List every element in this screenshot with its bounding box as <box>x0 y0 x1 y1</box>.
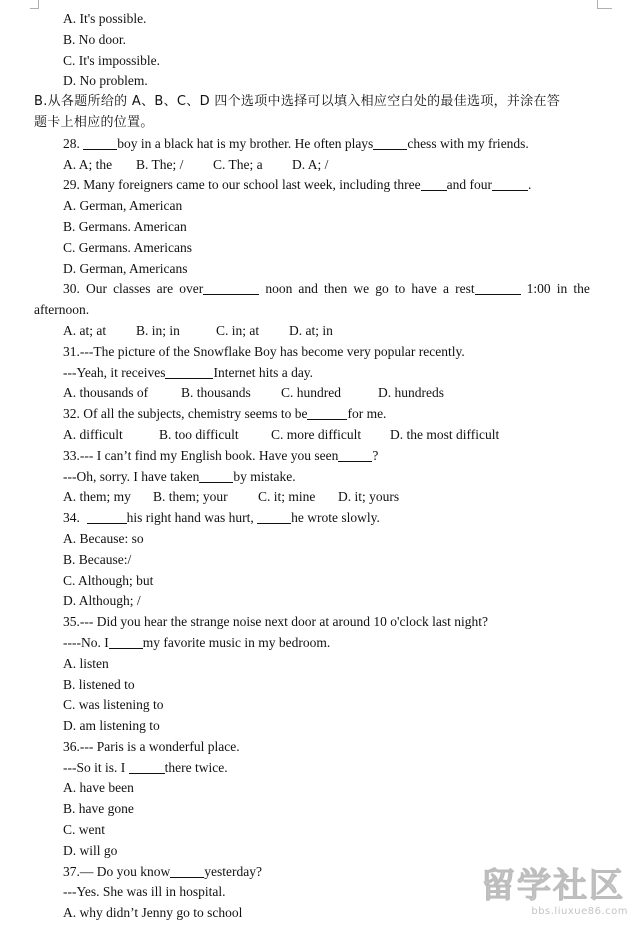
option: A. A; the <box>63 156 113 172</box>
question-30-continued: afternoon. <box>34 302 90 318</box>
option-line: A. why didn’t Jenny go to school <box>63 905 243 921</box>
question-text: 33.--- I can’t find my English book. Have you seen <box>63 447 339 463</box>
option: B. thousands <box>181 385 251 401</box>
question-31-reply <box>0 363 638 384</box>
question-text: by mistake. <box>233 468 296 484</box>
question-35-reply <box>0 633 638 654</box>
question-word: have <box>411 281 437 297</box>
option-line: D. will go <box>63 842 118 858</box>
option: A. at; at <box>63 322 107 338</box>
option-line: C. went <box>63 822 105 838</box>
option-line: D. Although; / <box>63 593 141 609</box>
option-line: B. Because:/ <box>63 551 132 567</box>
option-line: C. It's impossible. <box>63 52 160 68</box>
option-line: B. listened to <box>63 676 135 692</box>
question-text: ---Yeah, it receives <box>63 364 166 380</box>
option-line: A. listen <box>63 655 109 671</box>
answer-blank <box>492 177 528 191</box>
option: D. hundreds <box>378 385 444 401</box>
question-word: the <box>573 281 590 297</box>
page-corner-mark <box>30 0 39 9</box>
option-line: C. Although; but <box>63 572 154 588</box>
answer-blank <box>83 136 117 150</box>
question-word: a <box>442 281 449 297</box>
question-31: 31.---The picture of the Snowflake Boy has become very popular recently. <box>63 343 465 359</box>
option: C. hundred <box>281 385 341 401</box>
option: C. more difficult <box>271 426 362 442</box>
answer-blank <box>338 448 372 462</box>
option-line: C. Germans. Americans <box>63 239 192 255</box>
watermark-logo <box>478 866 628 922</box>
question-34 <box>0 508 638 529</box>
question-30 <box>0 279 638 300</box>
question-word: then <box>324 281 348 297</box>
question-word: classes <box>113 281 151 297</box>
question-word: 1:00 <box>526 281 551 297</box>
answer-blank <box>165 365 213 379</box>
option: C. in; at <box>216 322 260 338</box>
answer-blank <box>373 136 407 150</box>
exam-content <box>0 9 638 924</box>
question-31-options <box>0 383 638 404</box>
question-text: 32. Of all the subjects, chemistry seems to be <box>63 406 308 422</box>
question-word: we <box>353 281 370 297</box>
question-text: 28. <box>63 135 84 151</box>
question-32-options <box>0 425 638 446</box>
option: A. difficult <box>63 426 123 442</box>
question-word-with-blank <box>179 279 259 300</box>
option: A. thousands of <box>63 385 149 401</box>
section-b-instruction: B.从各题所给的 A、B、C、D 四个选项中选择可以填入相应空白处的最佳选项，并涂在答 <box>34 94 561 110</box>
option: B. The; / <box>136 156 184 172</box>
option-line: D. am listening to <box>63 718 160 734</box>
question-32 <box>0 404 638 425</box>
question-word: over <box>179 281 204 297</box>
question-33-reply <box>0 467 638 488</box>
option-line: D. No problem. <box>63 73 148 89</box>
question-text: my favorite music in my bedroom. <box>142 634 331 650</box>
option-line: B. No door. <box>63 31 127 47</box>
question-text: ----No. I <box>63 634 109 650</box>
option-line: A. It's possible. <box>63 11 147 26</box>
question-text: chess with my friends. <box>407 135 529 151</box>
question-text: 34. <box>63 510 80 526</box>
section-b-instruction: 题卡上相应的位置。 <box>34 114 154 130</box>
question-text: . <box>528 177 532 193</box>
answer-blank <box>307 406 347 420</box>
question-text: he wrote slowly. <box>291 510 380 526</box>
question-word: are <box>156 281 174 297</box>
question-33 <box>0 446 638 467</box>
question-30-options <box>0 321 638 342</box>
question-text: Internet hits a day. <box>213 364 314 380</box>
option: A. them; my <box>63 489 131 505</box>
option: D. the most difficult <box>390 426 500 442</box>
question-text: 29. Many foreigners came to our school last week, including three <box>63 177 421 193</box>
option: B. in; in <box>136 322 180 338</box>
option: C. The; a <box>213 156 263 172</box>
question-35: 35.--- Did you hear the strange noise next door at around 10 o'clock last night? <box>63 614 488 630</box>
answer-blank <box>170 864 204 878</box>
option-line: B. have gone <box>63 801 134 817</box>
option: B. too difficult <box>159 426 239 442</box>
watermark-url: bbs.liuxue86.com <box>531 906 628 917</box>
option-line: D. German, Americans <box>63 260 188 276</box>
answer-blank <box>129 760 165 774</box>
answer-blank <box>475 281 521 295</box>
question-word: and <box>298 281 318 297</box>
question-word: in <box>556 281 568 297</box>
question-word: to <box>394 281 406 297</box>
answer-blank <box>199 469 233 483</box>
answer-blank <box>203 281 259 295</box>
question-word: noon <box>265 281 293 297</box>
question-text: ---So it is. I <box>63 759 126 775</box>
question-word: Our <box>85 281 107 297</box>
question-28-options <box>0 155 638 176</box>
question-28 <box>0 134 638 155</box>
question-text: yesterday? <box>204 863 262 879</box>
question-37-reply: ---Yes. She was ill in hospital. <box>63 884 226 900</box>
option: D. at; in <box>289 322 333 338</box>
question-text: his right hand was hurt, <box>126 510 254 526</box>
question-text: ? <box>372 447 379 463</box>
question-word: rest <box>455 281 475 297</box>
option: B. them; your <box>153 489 228 505</box>
option: C. it; mine <box>258 489 316 505</box>
watermark-text: 留学社区 <box>481 866 625 906</box>
question-word-with-blank <box>455 279 521 300</box>
answer-blank <box>109 635 143 649</box>
option-line: C. was listening to <box>63 697 164 713</box>
question-text: boy in a black hat is my brother. He often plays <box>117 135 374 151</box>
question-word: go <box>375 281 389 297</box>
page-corner-mark <box>597 0 612 9</box>
option-line: A. have been <box>63 780 134 796</box>
question-text: ---Oh, sorry. I have taken <box>63 468 200 484</box>
option-line: A. Because: so <box>63 530 144 546</box>
option-line: A. German, American <box>63 198 183 214</box>
option: D. A; / <box>292 156 329 172</box>
option-line: B. Germans. American <box>63 218 187 234</box>
answer-blank <box>257 510 291 524</box>
question-text: there twice. <box>164 759 228 775</box>
question-36: 36.--- Paris is a wonderful place. <box>63 738 240 754</box>
question-36-reply <box>0 758 638 779</box>
answer-blank <box>421 177 447 191</box>
question-text: and four <box>446 177 493 193</box>
answer-blank <box>87 510 127 524</box>
question-text: 37.— Do you know <box>63 863 171 879</box>
question-word: 30. <box>63 281 80 297</box>
option: D. it; yours <box>338 489 400 505</box>
question-33-options <box>0 487 638 508</box>
question-29 <box>0 175 638 196</box>
question-text: for me. <box>347 406 387 422</box>
